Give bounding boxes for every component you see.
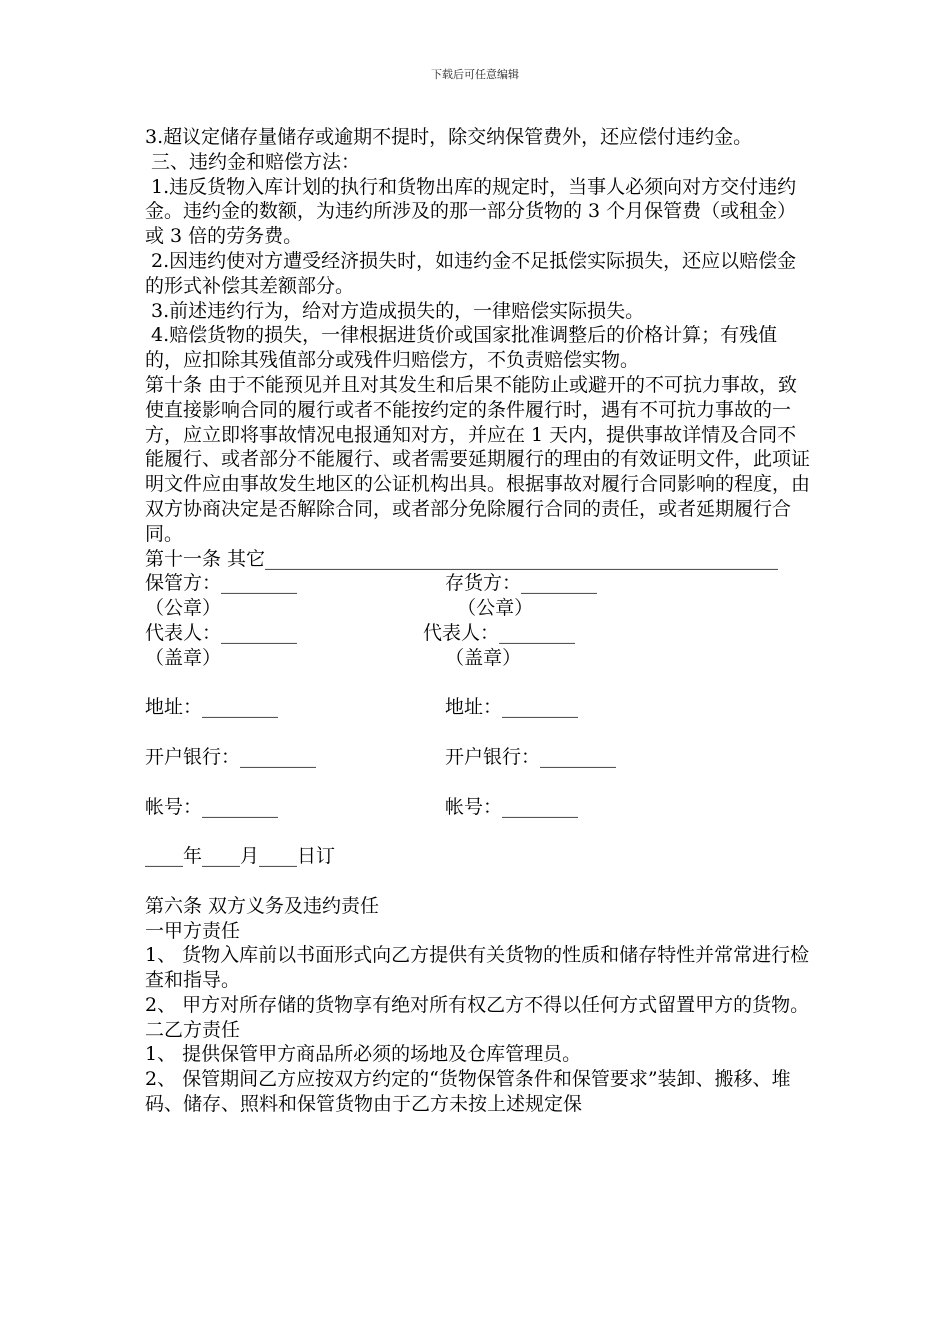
signature-block <box>145 571 815 893</box>
document-body <box>145 125 815 1117</box>
date-row <box>145 844 815 869</box>
penalty-item-3: 3.前述违约行为，给对方造成损失的，一律赔偿实际损失。 <box>145 299 645 322</box>
party-b-heading: 二乙方责任 <box>145 1018 241 1041</box>
representative-row <box>145 621 815 646</box>
signing-date: ____年____月____日订 <box>145 845 336 868</box>
penalty-item-2: 2.因违约使对方遭受经济损失时，如违约金不足抵偿实际损失，还应以赔偿金的形式补偿其差额部分。 <box>145 249 797 297</box>
keeper-seal: （公章） <box>145 597 222 620</box>
depositor-field: 存货方：________ <box>445 572 598 595</box>
keeper-bank: 开户银行：________ <box>145 745 317 768</box>
party-b-item-1: 1、 提供保管甲方商品所必须的场地及仓库管理员。 <box>145 1043 582 1066</box>
page-header: 下载后可任意编辑 <box>431 68 519 81</box>
party-a-item-2: 2、 甲方对所存储的货物享有绝对所有权乙方不得以任何方式留置甲方的货物。 <box>145 993 810 1016</box>
keeper-address: 地址：________ <box>145 696 279 719</box>
clause-3-overstorage: 3.超议定储存量储存或逾期不提时，除交纳保管费外，还应偿付违约金。 <box>145 126 753 148</box>
section-penalty-heading: 三、违约金和赔偿方法： <box>145 150 361 173</box>
depositor-representative: 代表人：________ <box>423 621 576 644</box>
party-a-item-1: 1、 货物入库前以书面形式向乙方提供有关货物的性质和储存特性并常常进行检查和指导。 <box>145 944 810 992</box>
article-10: 第十条 由于不能预见并且对其发生和后果不能防止或避开的不可抗力事故，致使直接影响合同的履行或者不能按约定的条件履行时，遇有不可抗力事故的一方，应立即将事故情况电报通知对方，并应在 1 天内，提供事故详情及合同不能履行、或者部分不能履行、或者需要延期履行的理由的有效证明文件，此项证明文件应由事故发生地区的公证机构出具。根据事故对履行合同影响的程度，由双方协商决定是否解除合同，或者部分免除履行合同的责任，或者延期履行合同。 <box>145 373 811 545</box>
party-row <box>145 571 815 596</box>
keeper-account: 帐号：________ <box>145 795 279 818</box>
article-11-other: 第十一条 其它______________________________________________________ <box>145 547 779 570</box>
seal-row-1 <box>145 596 815 621</box>
address-row <box>145 695 815 720</box>
depositor-account: 帐号：________ <box>445 795 579 818</box>
penalty-item-1: 1.违反货物入库计划的执行和货物出库的规定时，当事人必须向对方交付违约金。违约金的数额，为违约所涉及的那一部分货物的 3 个月保管费（或租金）或 3 倍的劳务费。 <box>145 175 797 248</box>
party-a-heading: 一甲方责任 <box>145 919 241 942</box>
account-row <box>145 795 815 820</box>
depositor-bank: 开户银行：________ <box>445 745 617 768</box>
seal-row-2 <box>145 646 815 671</box>
bank-row <box>145 745 815 770</box>
penalty-item-4: 4.赔偿货物的损失，一律根据进货价或国家批准调整后的价格计算；有残值的，应扣除其残值部分或残件归赔偿方，不负责赔偿实物。 <box>145 324 778 372</box>
party-b-item-2: 2、 保管期间乙方应按双方约定的“货物保管条件和保管要求”装卸、搬移、堆码、储存、照料和保管货物由于乙方未按上述规定保 <box>145 1068 791 1116</box>
keeper-stamp: （盖章） <box>145 646 222 669</box>
depositor-address: 地址：________ <box>445 696 579 719</box>
depositor-stamp: （盖章） <box>433 646 522 669</box>
article-6-heading: 第六条 双方义务及违约责任 <box>145 894 380 917</box>
depositor-seal: （公章） <box>445 597 534 620</box>
keeper-field: 保管方：________ <box>145 572 298 595</box>
keeper-representative: 代表人：________ <box>145 621 298 644</box>
